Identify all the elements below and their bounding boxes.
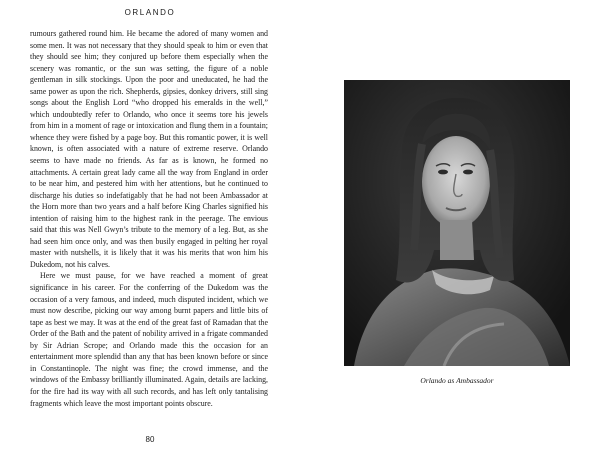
portrait-plate xyxy=(344,80,570,366)
body-text xyxy=(30,28,268,409)
paragraph-1: rumours gathered round him. He became the adored of many women and some men. It was not necessary that they should speak to him or even that they should see him; they conjured up before them especially when the scenery was romantic, or the sun was setting, the figure of a noble gentleman in silk stockings. Upon the poor and uneducated, he had the same power as upon the rich. Shepherds, gipsies, donkey drivers, still sing songs about the English Lord “who dropped his emeralds in the well,” which undoubtedly refer to Orlando, who once it seems tore his jewels from him in a moment of rage or intoxication and flung them in a fountain; whence they were fished by a page boy. But this romantic power, it is well known, is often associated with a nature of extreme reserve. Orlando seems to have made no friends. As far as is known, he formed no attachments. A certain great lady came all the way from England in order to be near him, and pestered him with her attentions, but he continued to discharge his duties so indefatigably that he had not been Ambassador at the Horn more than two years and a half before King Charles signified his intention of raising him to the highest rank in the peerage. The envious said that this was Nell Gwyn’s tribute to the memory of a leg. But, as she had seen him once only, and was then busily engaged in pelting her royal master with nutshells, it is likely that it was his merits that won him his Dukedom, not his calves. xyxy=(30,29,268,269)
portrait-image xyxy=(344,80,570,366)
page-number: 80 xyxy=(145,435,155,444)
plate-caption: Orlando as Ambassador xyxy=(420,376,494,385)
right-page xyxy=(300,0,600,457)
paragraph-2: Here we must pause, for we have reached a moment of great significance in his career. For the conferring of the Dukedom was the occasion of a very famous, and indeed, much disputed incident, which we must now describe, picking our way among burnt papers and little bits of tape as best we may. It was at the end of the great fast of Ramadan that the Order of the Bath and the patent of nobility arrived in a frigate commanded by Sir Adrian Scrope; and Orlando made this the occasion for an entertainment more splendid than any that has been known before or since in Constantinople. The night was fine; the crowd immense, and the windows of the Embassy brilliantly illuminated. Again, details are lacking, for the fire had its way with all such records, and has left only tantalising fragments which leave the most important points obscure. xyxy=(30,271,268,408)
running-head: ORLANDO xyxy=(124,8,176,17)
